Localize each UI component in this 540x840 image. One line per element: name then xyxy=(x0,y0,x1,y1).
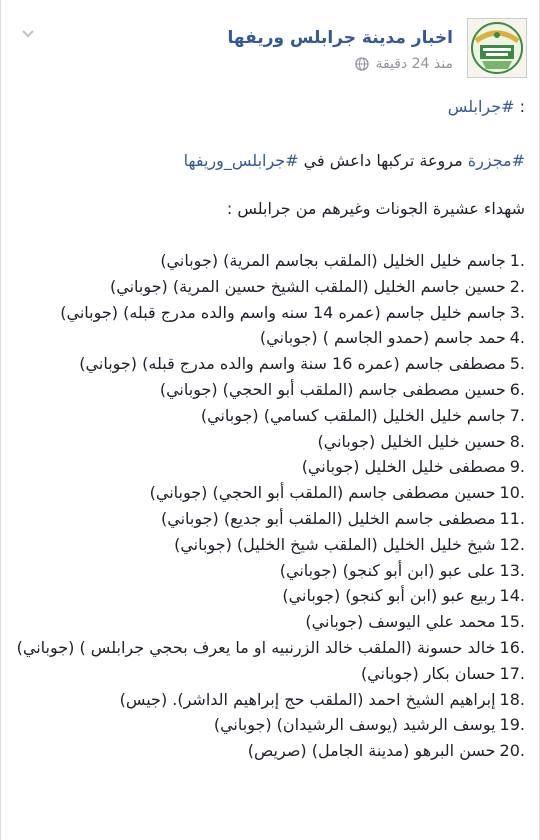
item-number: 5. xyxy=(509,354,525,374)
list-item xyxy=(11,506,525,532)
item-number: 2. xyxy=(509,276,525,296)
list-item xyxy=(11,248,525,274)
item-text: حسين مصطفى جاسم (الملقب أبو الحجي) (جوباني) xyxy=(149,483,496,503)
item-number: 8. xyxy=(509,431,525,451)
list-item xyxy=(11,274,525,300)
list-item xyxy=(11,635,525,661)
page-name-link[interactable]: اخبار مدينة جرابلس وريفها xyxy=(227,28,453,48)
chevron-down-icon[interactable] xyxy=(19,24,37,42)
list-item xyxy=(11,583,525,609)
item-text: حسان بكار (جوباني) xyxy=(360,663,496,683)
line-prefix: : xyxy=(519,97,525,116)
post-body xyxy=(11,92,525,764)
list-item xyxy=(11,687,525,713)
item-number: 7. xyxy=(509,405,525,425)
item-text: حسين مصطفى جاسم (الملقب أبو الحجي) (جوباني) xyxy=(159,379,506,399)
item-number: 4. xyxy=(509,328,525,348)
item-number: 11. xyxy=(499,508,525,528)
hashtag-line xyxy=(11,94,525,120)
item-number: 3. xyxy=(509,302,525,322)
item-text: حسين خليل الخليل (جوباني) xyxy=(317,431,506,451)
item-number: 15. xyxy=(499,612,525,632)
item-text: محمد علي اليوسف (جوباني) xyxy=(305,612,496,632)
item-text: جاسم خليل الخليل (الملقب بجاسم المرية) (جوباني) xyxy=(160,251,506,270)
list-item xyxy=(11,403,525,429)
item-text: إبراهيم الشيخ احمد (الملقب حج إبراهيم الداشر). (جيس) xyxy=(119,689,496,709)
headline xyxy=(11,148,525,174)
list-item xyxy=(11,480,525,506)
item-text: مصطفى خليل الخليل (جوباني) xyxy=(301,457,506,477)
list-item xyxy=(11,661,525,687)
item-text: مصطفى جاسم (عمره 16 سنة واسم والده مدرج قبله) (جوباني) xyxy=(79,354,506,374)
item-text: جاسم خليل الخليل (الملقب كسامي) (جوباني) xyxy=(200,405,506,425)
item-text: حسين جاسم الخليل (الملقب الشيخ حسين المرية) (جوباني) xyxy=(109,276,506,296)
hashtag-jarablus-countryside[interactable]: #جرابلس_وريفها xyxy=(183,151,299,170)
list-item xyxy=(11,377,525,403)
item-number: 1. xyxy=(509,251,525,270)
hashtag-jarablus[interactable]: #جرابلس xyxy=(447,97,515,116)
list-item xyxy=(11,325,525,351)
timestamp-text: منذ 24 دقيقة xyxy=(375,56,453,72)
list-item xyxy=(11,454,525,480)
headline-text: مروعة تركبها داعش في xyxy=(298,151,468,170)
item-number: 6. xyxy=(509,379,525,399)
list-item xyxy=(11,738,525,764)
list-item xyxy=(11,300,525,326)
page-avatar[interactable] xyxy=(467,18,527,78)
item-number: 14. xyxy=(499,586,525,606)
list-item xyxy=(11,532,525,558)
item-text: ربيع عبو (ابن أبو كنجو) (جوباني) xyxy=(282,586,496,606)
list-item xyxy=(11,712,525,738)
item-text: حمد جاسم (حمدو الجاسم ) (جوباني) xyxy=(259,328,506,348)
item-text: يوسف الرشيد (يوسف الرشيدان) (جوباني) xyxy=(213,715,496,735)
post-timestamp[interactable] xyxy=(355,56,453,72)
item-text: جاسم خليل جاسم (عمره 14 سنه واسم والده مدرج قبله) (جوباني) xyxy=(60,302,506,322)
item-text: خالد حسونة (الملقب خالد الزرنبيه او ما يعرف بحجي جرابلس ) (جوباني) xyxy=(16,637,496,657)
item-text: على عبو (ابن أبو كنجو) (جوباني) xyxy=(279,560,496,580)
list-item xyxy=(11,558,525,584)
item-number: 12. xyxy=(499,534,525,554)
list-item xyxy=(11,351,525,377)
item-number: 9. xyxy=(509,457,525,477)
item-number: 17. xyxy=(499,663,525,683)
item-number: 10. xyxy=(499,483,525,503)
item-number: 20. xyxy=(499,741,525,761)
globe-icon xyxy=(355,57,369,71)
item-number: 13. xyxy=(499,560,525,580)
item-number: 19. xyxy=(499,715,525,735)
list-item xyxy=(11,429,525,455)
hashtag-massacre[interactable]: #مجزرة xyxy=(467,151,525,170)
post-header xyxy=(13,18,527,84)
list-item xyxy=(11,609,525,635)
victims-intro: شهداء عشيرة الجونات وغيرهم من جرابلس : xyxy=(226,199,525,218)
item-text: حسن البرهو (مدينة الجامل) (صريص) xyxy=(247,741,496,761)
victims-list xyxy=(11,248,525,764)
item-text: مصطفى جاسم الخليل (الملقب أبو جديع) (جوباني) xyxy=(160,508,496,528)
item-text: شيخ خليل الخليل (الملقب شيخ الخليل) (جوباني) xyxy=(174,534,496,554)
item-number: 16. xyxy=(499,637,525,657)
page-logo-icon xyxy=(468,19,526,77)
item-number: 18. xyxy=(499,689,525,709)
